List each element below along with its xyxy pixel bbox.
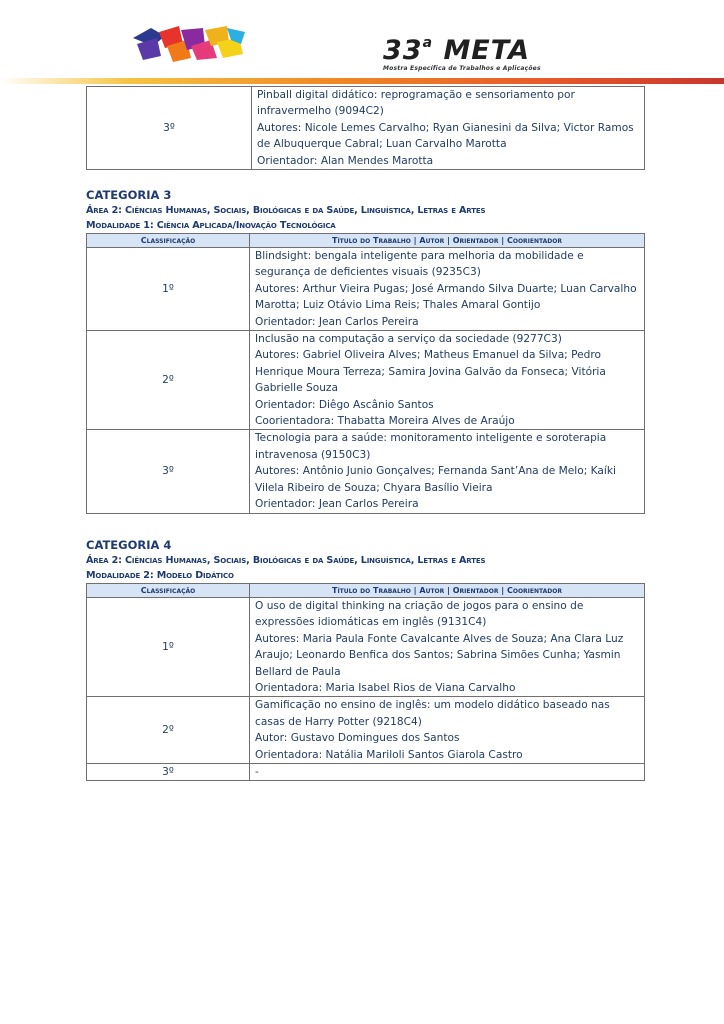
column-header-classification: Classificação <box>87 584 250 598</box>
table-row <box>87 598 645 697</box>
work-title: Inclusão na computação a serviço da sociedade (9277C3) <box>255 333 562 346</box>
work-authors: Autores: Maria Paula Fonte Cavalcante Alves de Souza; Ana Clara Luz Araujo; Leonardo Benfica dos Santos; Sabrina Simões Cunha; Yasmin Bellard de Paula <box>255 632 624 678</box>
work-advisor: Orientador: Alan Mendes Marotta <box>257 154 434 167</box>
meta-logo-subtitle: Mostra Específica de Trabalhos e Aplicações <box>383 65 541 72</box>
work-title: - <box>255 766 259 779</box>
classification-cell: 1º <box>87 598 250 697</box>
classification-cell: 1º <box>87 248 250 331</box>
smc-logo <box>131 24 247 64</box>
work-info-cell <box>250 331 645 430</box>
work-advisor: Orientador: Jean Carlos Pereira <box>255 498 419 511</box>
area-heading: Área 2: Ciências Humanas, Sociais, Biológicas e da Saúde, Linguística, Letras e Artes <box>86 205 486 216</box>
category-3-section <box>86 188 645 514</box>
classification-cell: 3º <box>87 87 252 170</box>
header-gradient-bar <box>0 78 724 84</box>
work-info-cell <box>252 87 645 170</box>
work-advisor: Orientador: Diêgo Ascânio Santos <box>255 398 434 411</box>
table-header-row <box>87 584 645 598</box>
work-title: Pinball digital didático: reprogramação e sensoriamento por infravermelho (9094C2) <box>257 89 575 118</box>
work-authors: Autores: Gabriel Oliveira Alves; Matheus Emanuel da Silva; Pedro Henrique Moura Terreza; Samira Jovina Galvão da Fonseca; Vitória Gabrielle Souza <box>255 349 606 395</box>
table-row <box>87 430 645 513</box>
work-title: Blindsight: bengala inteligente para melhoria da mobilidade e segurança de deficientes visuais (9235C3) <box>255 250 584 279</box>
work-info-cell <box>250 598 645 697</box>
work-title: Tecnologia para a saúde: monitoramento inteligente e soroterapia intravenosa (9150C3) <box>255 432 607 461</box>
work-title: O uso de digital thinking na criação de jogos para o ensino de expressões idiomáticas em inglês (9131C4) <box>255 600 584 629</box>
table-row <box>87 248 645 331</box>
column-header-classification: Classificação <box>87 234 250 248</box>
work-title: Gamificação no ensino de inglês: um modelo didático baseado nas casas de Harry Potter (9218C4) <box>255 699 610 728</box>
category-3-results-table <box>86 233 645 514</box>
category-title: CATEGORIA 3 <box>86 188 172 202</box>
classification-cell: 2º <box>87 331 250 430</box>
work-coadvisor: Coorientadora: Thabatta Moreira Alves de Araújo <box>255 415 515 428</box>
table-row <box>87 697 645 764</box>
meta-logo-ordinal: a <box>422 35 434 51</box>
work-advisor: Orientadora: Maria Isabel Rios de Viana Carvalho <box>255 682 516 695</box>
modality-heading: Modalidade 2: Modelo Didático <box>86 570 234 581</box>
continued-results-table <box>86 86 645 170</box>
category-4-results-table <box>86 583 645 781</box>
work-info-cell <box>250 697 645 764</box>
table-row <box>87 764 645 781</box>
classification-cell: 3º <box>87 430 250 513</box>
work-authors: Autores: Antônio Junio Gonçalves; Fernanda Sant’Ana de Melo; Kaíki Vilela Ribeiro de Souza; Chyara Basílio Vieira <box>255 465 616 494</box>
classification-cell: 3º <box>87 764 250 781</box>
column-header-work: Título do Trabalho | Autor | Orientador | Coorientador <box>250 234 645 248</box>
work-advisor: Orientador: Jean Carlos Pereira <box>255 315 419 328</box>
work-authors: Autores: Arthur Vieira Pugas; José Armando Silva Duarte; Luan Carvalho Marotta; Luiz Otávio Lima Reis; Thales Amaral Gontijo <box>255 282 637 312</box>
table-row <box>87 331 645 430</box>
table-header-row <box>87 234 645 248</box>
classification-cell: 2º <box>87 697 250 764</box>
meta-logo-word: META <box>443 35 530 66</box>
category-4-section <box>86 538 645 781</box>
area-heading: Área 2: Ciências Humanas, Sociais, Biológicas e da Saúde, Linguística, Letras e Artes <box>86 555 486 566</box>
work-info-cell <box>250 248 645 331</box>
continued-table-section <box>86 86 645 170</box>
work-authors: Autores: Nicole Lemes Carvalho; Ryan Gianesini da Silva; Victor Ramos de Albuquerque Cabral; Luan Carvalho Marotta <box>257 121 634 151</box>
work-info-cell <box>250 764 645 781</box>
meta-logo <box>383 30 595 72</box>
meta-logo-number: 33 <box>383 35 423 66</box>
table-row <box>87 87 645 170</box>
column-header-work: Título do Trabalho | Autor | Orientador | Coorientador <box>250 584 645 598</box>
work-info-cell <box>250 430 645 513</box>
category-title: CATEGORIA 4 <box>86 538 172 552</box>
work-advisor: Orientadora: Natália Mariloli Santos Giarola Castro <box>255 748 523 761</box>
page-header <box>0 0 724 86</box>
modality-heading: Modalidade 1: Ciência Aplicada/Inovação Tecnológica <box>86 220 336 231</box>
work-authors: Autor: Gustavo Domingues dos Santos <box>255 732 460 745</box>
